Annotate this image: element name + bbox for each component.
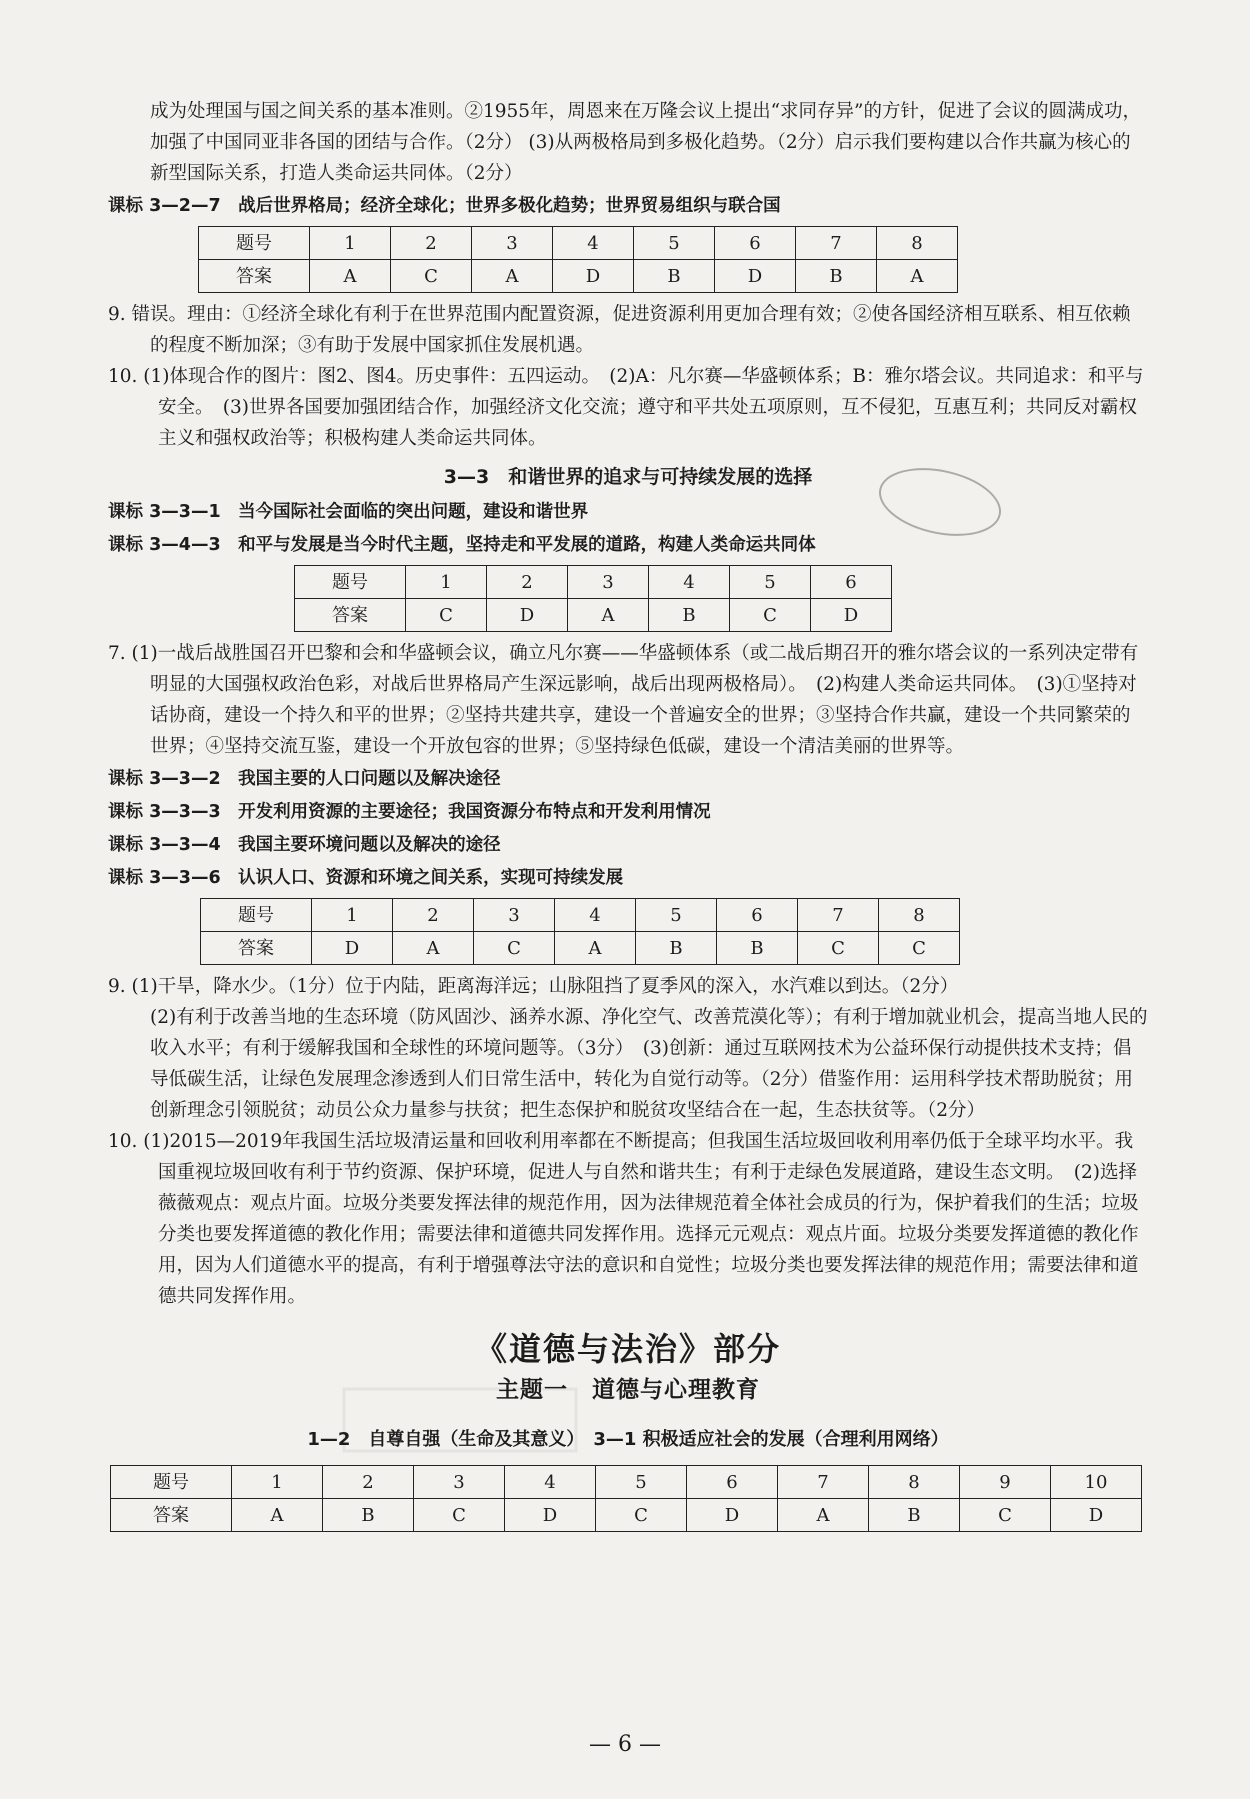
table-cell: B xyxy=(634,260,715,293)
question-9-b-1: 9. (1)干旱，降水少。（1分）位于内陆，距离海洋远；山脉阻挡了夏季风的深入，水汽难以到达。（2分） xyxy=(108,976,959,997)
table-cell: 1 xyxy=(310,227,391,260)
table-cell: C xyxy=(414,1499,505,1532)
table-cell: A xyxy=(555,932,636,965)
table-cell: 2 xyxy=(323,1466,414,1499)
content xyxy=(108,96,1148,1538)
table-cell: 2 xyxy=(391,227,472,260)
table-cell: 4 xyxy=(505,1466,596,1499)
table-cell: D xyxy=(811,599,892,632)
question-9-a: 9. 错误。理由：①经济全球化有利于在世界范围内配置资源，促进资源利用更加合理有效；②使各国经济相互联系、相互依赖的程度不断加深；③有助于发展中国家抓住发展机遇。 xyxy=(108,304,1131,356)
table-cell: D xyxy=(687,1499,778,1532)
table-cell: 答案 xyxy=(295,599,406,632)
table-cell: 3 xyxy=(568,566,649,599)
table-cell: C xyxy=(406,599,487,632)
table-cell: 答案 xyxy=(201,932,312,965)
table-row xyxy=(201,899,960,932)
table-cell: A xyxy=(472,260,553,293)
table-cell: D xyxy=(312,932,393,965)
table-cell: 7 xyxy=(778,1466,869,1499)
table-row xyxy=(199,227,958,260)
table-cell: 8 xyxy=(879,899,960,932)
table-cell: B xyxy=(323,1499,414,1532)
heading-3-3-2: 课标 3—3—2 我国主要的人口问题以及解决途径 xyxy=(108,769,501,789)
para-top: 成为处理国与国之间关系的基本准则。②1955年，周恩来在万隆会议上提出“求同存异”的方针，促进了会议的圆满成功，加强了中国同亚非各国的团结与合作。（2分） (3)从两极格局到多极化趋势。（2分）启示我们要构建以合作共赢为核心的新型国际关系，打造人类命运共同体。（2分） xyxy=(150,101,1142,184)
table-cell: B xyxy=(649,599,730,632)
table-cell: 1 xyxy=(406,566,487,599)
table-cell: C xyxy=(596,1499,687,1532)
table-cell: A xyxy=(393,932,474,965)
answer-table-1 xyxy=(198,226,958,293)
theme-title: 主题一 道德与心理教育 xyxy=(496,1377,760,1403)
heading-3-3-4: 课标 3—3—4 我国主要环境问题以及解决的途径 xyxy=(108,835,501,855)
sub-title: 1—2 自尊自强（生命及其意义） 3—1 积极适应社会的发展（合理利用网络） xyxy=(307,1429,949,1450)
table-cell: A xyxy=(877,260,958,293)
table-cell: C xyxy=(960,1499,1051,1532)
table-cell: 5 xyxy=(730,566,811,599)
table-cell: C xyxy=(391,260,472,293)
table-cell: B xyxy=(636,932,717,965)
table-cell: 题号 xyxy=(295,566,406,599)
table-cell: 1 xyxy=(312,899,393,932)
table-cell: 7 xyxy=(796,227,877,260)
table-cell: 6 xyxy=(811,566,892,599)
table-cell: 6 xyxy=(687,1466,778,1499)
table-cell: 9 xyxy=(960,1466,1051,1499)
table-cell: D xyxy=(1051,1499,1142,1532)
table-cell: 3 xyxy=(472,227,553,260)
part-title: 《道德与法治》部分 xyxy=(474,1330,781,1368)
heading-3-3-6: 课标 3—3—6 认识人口、资源和环境之间关系，实现可持续发展 xyxy=(108,868,624,888)
table-cell: B xyxy=(869,1499,960,1532)
table-cell: 8 xyxy=(869,1466,960,1499)
table-cell: A xyxy=(778,1499,869,1532)
table-cell: 5 xyxy=(596,1466,687,1499)
table-cell: B xyxy=(717,932,798,965)
table-cell: D xyxy=(505,1499,596,1532)
table-cell: 答案 xyxy=(111,1499,232,1532)
table-cell: D xyxy=(553,260,634,293)
table-cell: 5 xyxy=(634,227,715,260)
table-cell: 8 xyxy=(877,227,958,260)
table-cell: D xyxy=(487,599,568,632)
table-cell: 3 xyxy=(474,899,555,932)
section-3-3-title: 3—3 和谐世界的追求与可持续发展的选择 xyxy=(443,466,813,488)
table-cell: 5 xyxy=(636,899,717,932)
table-cell: 2 xyxy=(487,566,568,599)
table-row xyxy=(199,260,958,293)
table-cell: 题号 xyxy=(111,1466,232,1499)
table-cell: C xyxy=(879,932,960,965)
table-cell: 2 xyxy=(393,899,474,932)
table-row xyxy=(111,1499,1142,1532)
table-cell: 4 xyxy=(555,899,636,932)
table-cell: 3 xyxy=(414,1466,505,1499)
table-cell: 6 xyxy=(715,227,796,260)
table-row xyxy=(201,932,960,965)
heading-3-3-1: 课标 3—3—1 当今国际社会面临的突出问题，建设和谐世界 xyxy=(108,502,589,522)
table-row xyxy=(111,1466,1142,1499)
heading-3-4-3: 课标 3—4—3 和平与发展是当今时代主题，坚持走和平发展的道路，构建人类命运共同体 xyxy=(108,535,816,555)
answer-table-3 xyxy=(200,898,960,965)
table-cell: 4 xyxy=(649,566,730,599)
page-number: — 6 — xyxy=(589,1732,661,1757)
table-cell: 1 xyxy=(232,1466,323,1499)
question-9-b-2: (2)有利于改善当地的生态环境（防风固沙、涵养水源、净化空气、改善荒漠化等）；有利于增加就业机会，提高当地人民的收入水平；有利于缓解我国和全球性的环境问题等。（3分） (3)创新：通过互联网技术为公益环保行动提供技术支持；倡导低碳生活，让绿色发展理念渗透到人们日常生活中，转化为自觉行动等。（2分）借鉴作用：运用科学技术帮助脱贫；用创新理念引领脱贫；动员公众力量参与扶贫；把生态保护和脱贫攻坚结合在一起，生态扶贫等。（2分） xyxy=(150,1007,1148,1121)
table-cell: A xyxy=(232,1499,323,1532)
table-row xyxy=(295,599,892,632)
table-cell: 题号 xyxy=(201,899,312,932)
table-row xyxy=(295,566,892,599)
table-cell: 6 xyxy=(717,899,798,932)
heading-3-2-7: 课标 3—2—7 战后世界格局；经济全球化；世界多极化趋势；世界贸易组织与联合国 xyxy=(108,196,781,216)
table-cell: 答案 xyxy=(199,260,310,293)
table-cell: A xyxy=(568,599,649,632)
heading-3-3-3: 课标 3—3—3 开发利用资源的主要途径；我国资源分布特点和开发利用情况 xyxy=(108,802,711,822)
table-cell: D xyxy=(715,260,796,293)
table-cell: C xyxy=(730,599,811,632)
answer-table-4 xyxy=(110,1465,1142,1532)
table-cell: 题号 xyxy=(199,227,310,260)
table-cell: 10 xyxy=(1051,1466,1142,1499)
table-cell: C xyxy=(474,932,555,965)
question-10-a: 10. (1)体现合作的图片：图2、图4。历史事件：五四运动。 (2)A：凡尔赛—华盛顿体系；B：雅尔塔会议。共同追求：和平与安全。 (3)世界各国要加强团结合作，加强经济文化交流；遵守和平共处五项原则，互不侵犯，互惠互利；共同反对霸权主义和强权政治等；积极构建人类命运共同体。 xyxy=(108,366,1144,449)
table-cell: 4 xyxy=(553,227,634,260)
question-7: 7. (1)一战后战胜国召开巴黎和会和华盛顿会议，确立凡尔赛——华盛顿体系（或二战后期召开的雅尔塔会议的一系列决定带有明显的大国强权政治色彩，对战后世界格局产生深远影响，战后出现两极格局）。 (2)构建人类命运共同体。 (3)①坚持对话协商，建设一个持久和平的世界；②坚持共建共享，建设一个普遍安全的世界；③坚持合作共赢，建设一个共同繁荣的世界；④坚持交流互鉴，建设一个开放包容的世界；⑤坚持绿色低碳，建设一个清洁美丽的世界等。 xyxy=(108,643,1139,757)
table-cell: C xyxy=(798,932,879,965)
table-cell: A xyxy=(310,260,391,293)
question-10-b: 10. (1)2015—2019年我国生活垃圾清运量和回收利用率都在不断提高；但我国生活垃圾回收利用率仍低于全球平均水平。我国重视垃圾回收有利于节约资源、保护环境，促进人与自然和谐共生；有利于走绿色发展道路，建设生态文明。 (2)选择薇薇观点：观点片面。垃圾分类要发挥法律的规范作用，因为法律规范着全体社会成员的行为，保护着我们的生活；垃圾分类也要发挥道德的教化作用；需要法律和道德共同发挥作用。选择元元观点：观点片面。垃圾分类要发挥道德的教化作用，因为人们道德水平的提高，有利于增强尊法守法的意识和自觉性；垃圾分类也要发挥法律的规范作用；需要法律和道德共同发挥作用。 xyxy=(108,1131,1139,1307)
table-cell: B xyxy=(796,260,877,293)
table-cell: 7 xyxy=(798,899,879,932)
answer-table-2 xyxy=(294,565,892,632)
